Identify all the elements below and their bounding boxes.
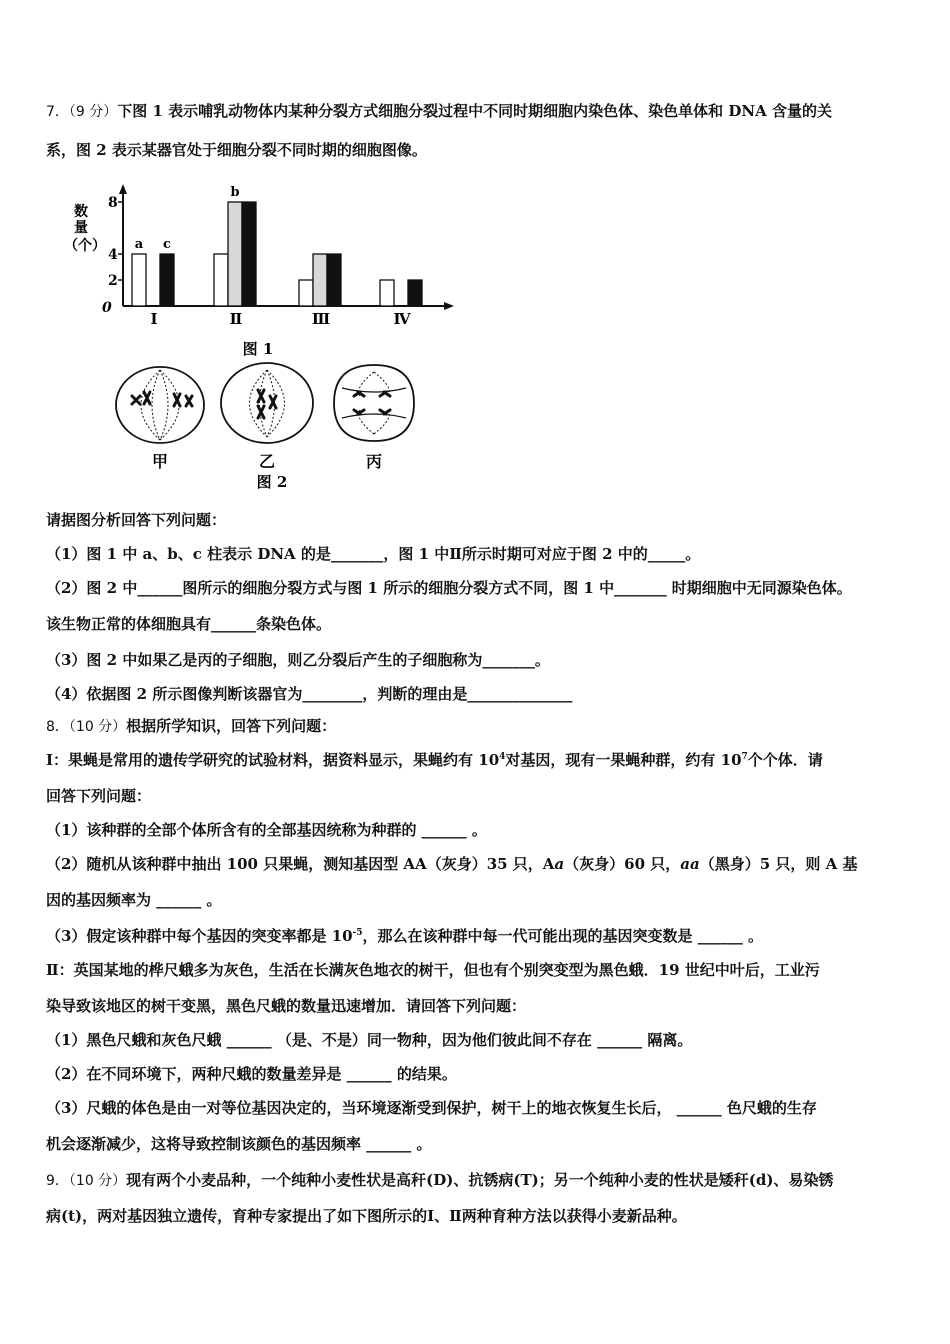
q7-header-line1 [46, 101, 916, 122]
bar-a-3 [299, 280, 313, 306]
bar-c-1 [160, 254, 174, 306]
q7-subq-3: （3）图 2 中如果乙是丙的子细胞，则乙分裂后产生的子细胞称为_______。 [46, 651, 550, 669]
y-axis-label-char-3: （个） [64, 238, 106, 254]
bar-c-3 [327, 254, 341, 306]
q8-part2-label: Ⅱ [46, 961, 59, 979]
y-axis-label-char-2: 量 [74, 220, 88, 236]
q8-part1-text-c: 个个体．请 [747, 751, 823, 769]
y-tick-label-8: 8 [108, 195, 118, 211]
q7-subq-1: （1）图 1 中 a、b、c 柱表示 DNA 的是_______，图 1 中Ⅱ所示时期可对应于图 2 中的_____。 [46, 545, 701, 563]
x-category-2: Ⅱ [229, 310, 243, 328]
bar-a-1 [132, 254, 146, 306]
bar-a-2 [214, 254, 228, 306]
q8-part1-line1 [46, 750, 916, 770]
y-axis-label-char-1: 数 [74, 204, 88, 220]
q7-subq-2-line2: 该生物正常的体细胞具有______条染色体。 [46, 615, 332, 633]
q8-part1-line2: 回答下列问题： [46, 787, 152, 805]
q8-part2-subq-1: （1）黑色尺蛾和灰色尺蛾 ______ （是、不是）同一物种，因为他们彼此间不存在 ______ 隔离。 [46, 1031, 693, 1049]
q8-p1q3-text-b: ，那么在该种群中每一代可能出现的基因突变数是 ______ 。 [362, 927, 763, 945]
q8-part2-line2: 染导致该地区的树干变黑，黑色尺蛾的数量迅速增加．请回答下列问题： [46, 997, 527, 1015]
q8-part1-label: Ⅰ [46, 751, 54, 769]
q8-p1q3-text-a: （3）假定该种群中每个基因的突变率都是 10 [46, 927, 353, 945]
q9-header-line1 [46, 1170, 916, 1191]
cell-jia-diagram [116, 367, 204, 443]
q8-part1-exp2: 7 [741, 752, 748, 762]
figure-1-chart [64, 184, 454, 358]
q8-part1-subq-2-line2: 因的基因频率为 ______ 。 [46, 891, 222, 909]
bar-label-c: c [163, 237, 171, 252]
bar-a-4 [380, 280, 394, 306]
q9-stem-1: 现有两个小麦品种，一个纯种小麦性状是高秆(D)、抗锈病(T)；另一个纯种小麦的性状是矮秆(d)、易染锈 [126, 1171, 834, 1189]
y-tick-label-0: 0 [102, 300, 112, 316]
q8-part2-text-a: ：英国某地的桦尺蛾多为灰色，生活在长满灰色地衣的树干，但也有个别突变型为黑色蛾．19 世纪中叶后，工业污 [58, 961, 820, 979]
x-category-1: Ⅰ [150, 310, 158, 328]
y-axis-arrow [119, 184, 127, 194]
q8-part2-subq-3-line1: （3）尺蛾的体色是由一对等位基因决定的，当环境逐渐受到保护，树干上的地衣恢复生长后， ______ 色尺蛾的生存 [46, 1099, 817, 1117]
q8-part1-exp1: 4 [499, 752, 506, 762]
q8-p1q3-exp: -5 [352, 928, 363, 938]
bar-b-2 [228, 202, 242, 306]
q8-part1-subq-1: （1）该种群的全部个体所含有的全部基因统称为种群的 ______ 。 [46, 821, 487, 839]
q8-p1q2-text-b: （灰身）60 只， [564, 855, 681, 873]
q8-number: 8．（10 分） [46, 719, 127, 735]
q8-stem: 根据所学知识，回答下列问题： [126, 717, 337, 735]
y-axis-label [64, 203, 106, 254]
x-axis-arrow [444, 302, 454, 310]
bar-c-4 [408, 280, 422, 306]
q7-number: 7．（9 分） [46, 104, 118, 120]
bar-c-2 [242, 202, 256, 306]
q7-subq-2-line1: （2）图 2 中______图所示的细胞分裂方式与图 1 所示的细胞分裂方式不同，图 1 中_______ 时期细胞中无同源染色体。 [46, 579, 852, 597]
q9-number: 9．（10 分） [46, 1173, 127, 1189]
q8-p1q2-genotype-aa: aa [680, 855, 700, 873]
q7-stem-1: 下图 1 表示哺乳动物体内某种分裂方式细胞分裂过程中不同时期细胞内染色体、染色单体和 DNA 含量的关 [117, 102, 832, 120]
y-tick-label-2: 2 [108, 273, 118, 289]
bar-label-b: b [230, 185, 240, 200]
cell-yi-diagram [221, 363, 313, 443]
q8-part1-text-b: 对基因，现有一果蝇种群，约有 10 [505, 751, 742, 769]
q8-part1-text-a: ：果蝇是常用的遗传学研究的试验材料，据资料显示，果蝇约有 10 [53, 751, 500, 769]
cell-yi-label: 乙 [258, 452, 276, 471]
q8-p1q2-genotype-a: a [554, 855, 565, 873]
q8-header [46, 716, 916, 737]
q8-part2-subq-3-line2: 机会逐渐减少，这将导致控制该颜色的基因频率 ______ 。 [46, 1135, 432, 1153]
x-category-4: Ⅳ [393, 310, 411, 328]
figure-2-title: 图 2 [256, 473, 288, 491]
q8-p1q2-text-c: （黑身）5 只，则 A 基 [699, 855, 858, 873]
bar-b-3 [313, 254, 327, 306]
y-tick-label-4: 4 [108, 247, 118, 263]
figure-1-title: 图 1 [242, 340, 274, 358]
q8-part1-subq-3 [46, 926, 916, 946]
q8-part2-line1 [46, 960, 916, 980]
q9-header-line2: 病(t)，两对基因独立遗传，育种专家提出了如下图所示的Ⅰ、Ⅱ两种育种方法以获得小麦新品种。 [46, 1207, 687, 1225]
q8-part1-subq-2-line1 [46, 854, 916, 874]
q7-header-line2: 系，图 2 表示某器官处于细胞分裂不同时期的细胞图像。 [46, 141, 427, 159]
bar-label-a: a [134, 237, 144, 252]
q7-figure [60, 182, 460, 502]
figure-2-cells [116, 363, 414, 491]
q8-p1q2-text-a: （2）随机从该种群中抽出 100 只果蝇，测知基因型 AA（灰身）35 只，A [46, 855, 555, 873]
q7-subq-4: （4）依据图 2 所示图像判断该器官为________，判断的理由是______________ [46, 685, 573, 703]
q8-part2-subq-2: （2）在不同环境下，两种尺蛾的数量差异是 ______ 的结果。 [46, 1065, 457, 1083]
cell-jia-label: 甲 [151, 452, 169, 471]
cell-bing-label: 丙 [365, 452, 383, 471]
cell-bing-diagram [334, 365, 414, 441]
x-category-3: Ⅲ [311, 310, 331, 328]
q7-intro: 请据图分析回答下列问题： [46, 511, 227, 529]
